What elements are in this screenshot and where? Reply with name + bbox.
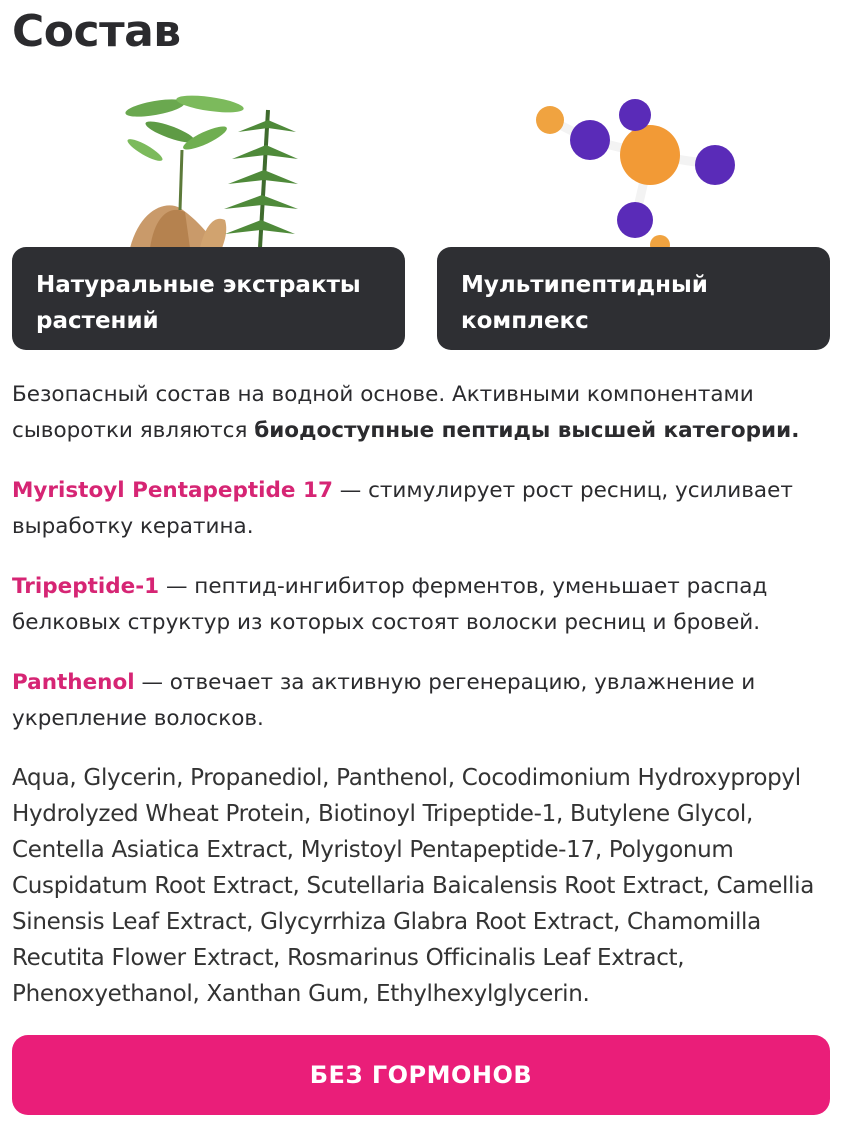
ingredient-panthenol [12, 665, 834, 737]
plant-extracts-image [110, 90, 310, 250]
ingredient-name: Tripeptide-1 [12, 574, 160, 599]
multipeptide-card [437, 247, 830, 350]
natural-extracts-line1: Натуральные экстракты [36, 272, 361, 298]
natural-extracts-line2: растений [36, 308, 159, 334]
molecule-image [525, 95, 745, 250]
no-hormones-button[interactable]: БЕЗ ГОРМОНОВ [12, 1035, 830, 1115]
intro-paragraph [12, 377, 834, 449]
ingredient-desc: — пептид-ингибитор ферментов, уменьшает распад белковых структур из которых состоят волоски ресниц и бровей. [12, 574, 768, 635]
multipeptide-line1: Мультипептидный [461, 272, 708, 298]
multipeptide-line2: комплекс [461, 308, 589, 334]
intro-text: Безопасный состав на водной основе. Активными компонентами сыворотки являются [12, 382, 754, 443]
ingredient-desc: — стимулирует рост ресниц, усиливает выработку кератина. [12, 478, 793, 539]
ingredient-name: Myristoyl Pentapeptide 17 [12, 478, 333, 503]
ingredient-myristoyl [12, 473, 834, 545]
ingredient-tripeptide [12, 569, 834, 641]
page-title: Состав [12, 6, 181, 57]
natural-extracts-card [12, 247, 405, 350]
full-ingredients-list: Aqua, Glycerin, Propanediol, Panthenol, Cocodimonium Hydroxypropyl Hydrolyzed Wheat Protein, Biotinoyl Tripeptide-1, Butylene Glycol, Centella Asiatica Extract, Myristoyl Pentapeptide-17, Polygonum Cuspidatum Root Extract, Scutellaria Baicalensis Root Extract, Camellia Sinensis Leaf Extract, Glycyrrhiza Glabra Root Extract, Chamomilla Recutita Flower Extract, Rosmarinus Officinalis Leaf Extract, Phenoxyethanol, Xanthan Gum, Ethylhexylglycerin. [12, 765, 815, 1007]
ingredient-desc: — отвечает за активную регенерацию, увлажнение и укрепление волосков. [12, 670, 756, 731]
ingredient-name: Panthenol [12, 670, 135, 695]
intro-bold: биодоступные пептиды высшей категории. [254, 418, 800, 443]
